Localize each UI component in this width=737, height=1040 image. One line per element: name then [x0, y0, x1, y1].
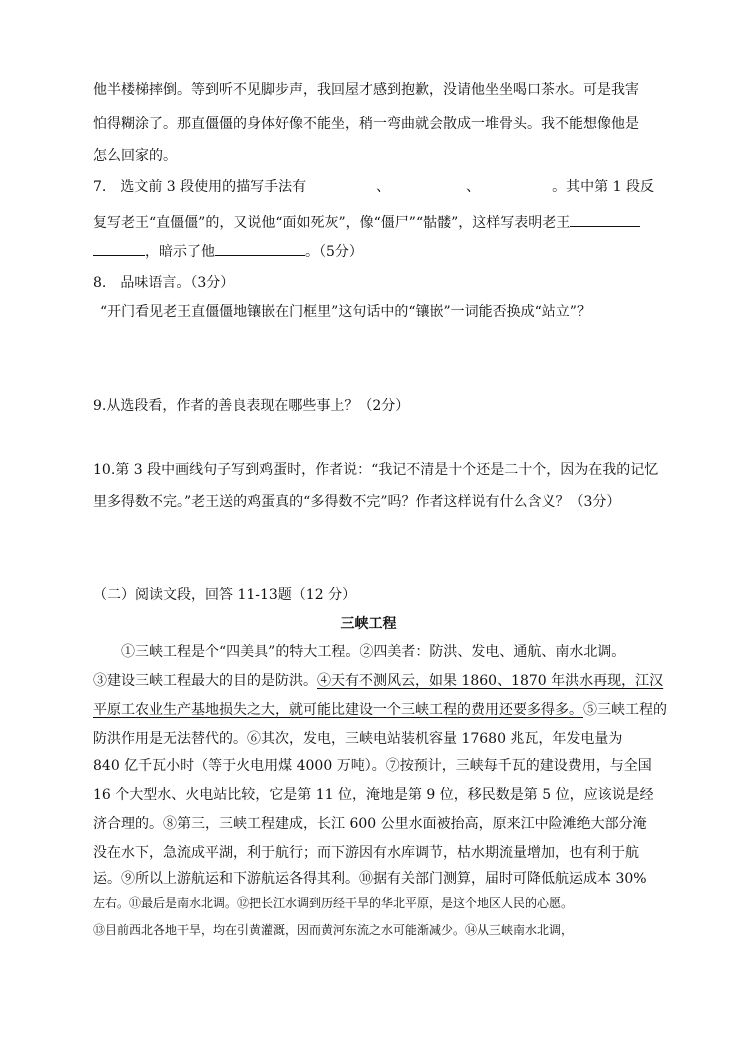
- passage-line-11: ⑬目前西北各地干旱，均在引黄灌溉，因而黄河东流之水可能渐减少。⑭从三峡南水北调，: [93, 923, 574, 937]
- intro-line-2: 怕得糊涂了。那直僵僵的身体好像不能坐，稍一弯曲就会散成一堆骨头。我不能想像他是: [93, 116, 639, 132]
- question-7-tail: 。其中第 1 段反: [552, 179, 654, 195]
- question-7-text: ，暗示了他: [145, 244, 215, 260]
- question-10-line-1: 10.第 3 段中画线句子写到鸡蛋时，作者说：“我记不清是十个还是二十个，因为在我的记忆: [93, 462, 659, 478]
- passage-line-6: 16 个大型水、火电站比较，它是第 11 位，淹地是第 9 位，移民数是第 5 位，应该说是经: [93, 787, 654, 803]
- question-7-line-1: [93, 177, 654, 197]
- passage-sentence: ⑤三峡工程的: [583, 702, 667, 718]
- passage-line-2: [93, 671, 663, 691]
- passage-line-9: 运。⑨所以上游航运和下游航运各得其利。⑩据有关部门测算，届时可降低航运成本 30%: [93, 871, 647, 887]
- question-7-sep: 、: [466, 179, 481, 195]
- underlined-sentence: ④天有不测风云，如果 1860、1870 年洪水再现，江汉: [317, 673, 664, 689]
- question-9: 9.从选段看，作者的善良表现在哪些事上？（2分）: [93, 398, 410, 414]
- passage-title: 三峡工程: [340, 616, 397, 632]
- underlined-sentence: 平原工农业生产基地损失之大，就可能比建设一个三峡工程的费用还要多得多。: [93, 702, 583, 718]
- passage-line-3: [93, 700, 667, 720]
- answer-blank[interactable]: [570, 212, 640, 227]
- passage-line-8: 没在水下，急流成平湖，利于航行；而下游因有水库调节，枯水期流量增加，也有利于航: [93, 845, 639, 861]
- question-7-score: 。（5分）: [305, 244, 363, 260]
- answer-blank[interactable]: [93, 241, 145, 256]
- question-8-title: 8. 品味语言。（3分）: [93, 275, 235, 291]
- passage-line-4: 防洪作用是无法替代的。⑥其次，发电，三峡电站装机容量 17680 兆瓦，年发电量为: [93, 731, 623, 747]
- question-7-text: 复写老王“直僵僵”的，又说他“面如死灰”，像“僵尸”“骷髅”，这样写表明老王: [93, 215, 571, 231]
- question-7-stem: 7. 选文前 3 段使用的描写手法有: [93, 179, 307, 195]
- passage-line-1: ①三峡工程是个“四美具”的特大工程。②四美者：防洪、发电、通航、南水北调。: [121, 644, 626, 660]
- question-10-line-2: 里多得数不完。”老王送的鸡蛋真的“多得数不完”吗？作者这样说有什么含义？（3分）: [93, 494, 621, 510]
- answer-blank[interactable]: [215, 241, 305, 256]
- passage-line-10: 左右。⑪最后是南水北调。⑫把长江水调到历经干旱的华北平原，是这个地区人民的心愿。: [93, 896, 574, 910]
- question-8-body: “开门看见老王直僵僵地镶嵌在门框里”这句话中的“镶嵌”一词能否换成“站立”？: [100, 304, 591, 320]
- passage-sentence: ③建设三峡工程最大的目的是防洪。: [93, 673, 317, 689]
- passage-line-5: 840 亿千瓦小时（等于火电用煤 4000 万吨）。⑦按预计，三峡每千瓦的建设费用，与全国: [93, 758, 652, 774]
- question-7-line-2: [93, 212, 640, 233]
- question-7-sep: 、: [376, 179, 391, 195]
- passage-line-7: 济合理的。⑧第三，三峡工程建成，长江 600 公里水面被抬高，原来江中险滩绝大部分淹: [93, 816, 647, 832]
- intro-line-3: 怎么回家的。: [93, 148, 177, 164]
- question-7-line-3: [93, 241, 363, 262]
- intro-line-1: 他半楼梯摔倒。等到听不见脚步声，我回屋才感到抱歉，没请他坐坐喝口茶水。可是我害: [93, 82, 639, 98]
- section-2-header: （二）阅读文段，回答 11-13题（12 分）: [93, 587, 357, 603]
